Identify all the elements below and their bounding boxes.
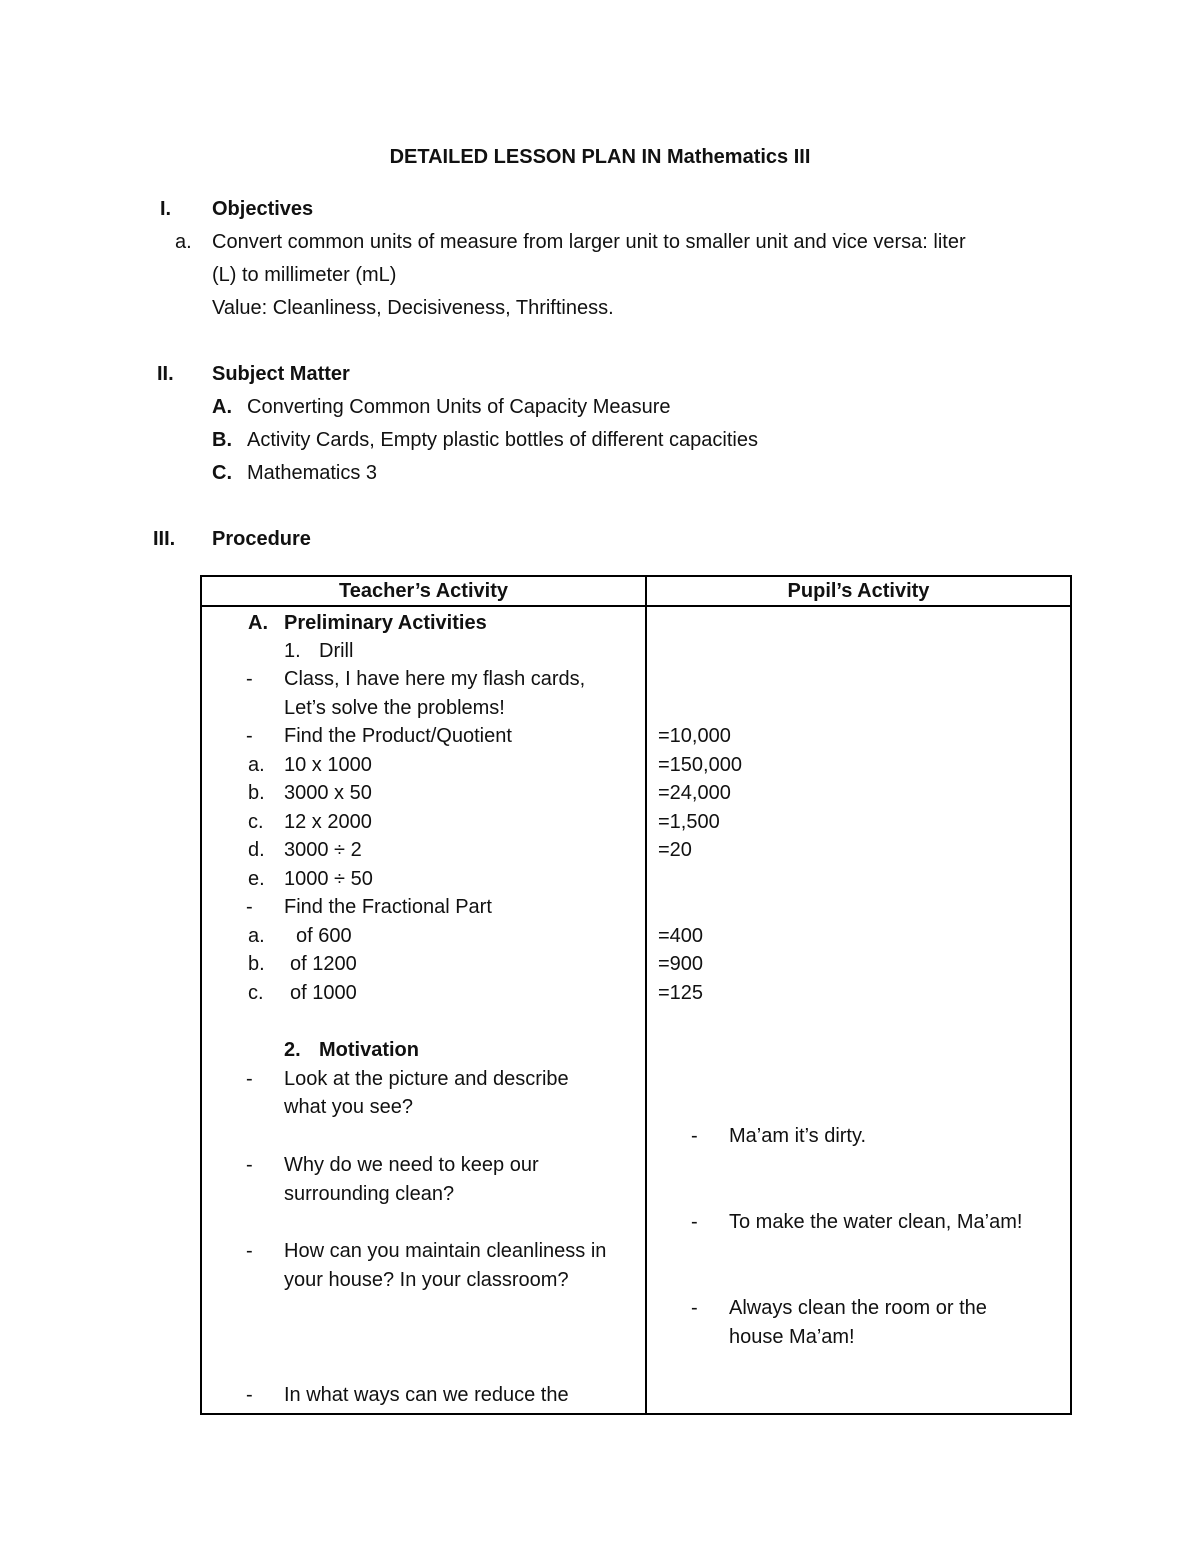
product-item: 3000 ÷ 2 bbox=[284, 839, 362, 861]
bullet-dash: - bbox=[246, 1240, 253, 1262]
subject-item-text: Converting Common Units of Capacity Measure bbox=[247, 396, 671, 418]
prelim-letter: A. bbox=[248, 612, 268, 634]
product-item: 1000 ÷ 50 bbox=[284, 868, 373, 890]
bullet-dash: - bbox=[246, 668, 253, 690]
product-item: 3000 x 50 bbox=[284, 782, 372, 804]
fraction-answer: =400 bbox=[658, 925, 704, 947]
answer: =24,000 bbox=[658, 782, 731, 804]
question-line: How can you maintain cleanliness in bbox=[284, 1240, 607, 1262]
fraction-item-letter: a. bbox=[248, 925, 265, 947]
fraction-item: of 1200 bbox=[290, 953, 357, 975]
section-heading-subject-matter: Subject Matter bbox=[212, 363, 350, 385]
fraction-item: of 600 bbox=[296, 925, 352, 947]
product-item-letter: d. bbox=[248, 839, 265, 861]
subject-item-text: Activity Cards, Empty plastic bottles of different capacities bbox=[247, 429, 758, 451]
bullet-dash: - bbox=[246, 1068, 253, 1090]
question-line: what you see? bbox=[284, 1096, 413, 1118]
question-line: surrounding clean? bbox=[284, 1183, 455, 1205]
procedure-table bbox=[200, 575, 1072, 1415]
question-line: your house? In your classroom? bbox=[284, 1269, 569, 1291]
question-line: Look at the picture and describe bbox=[284, 1068, 569, 1090]
motivation-number: 2. bbox=[284, 1039, 301, 1061]
section-numeral-objectives: I. bbox=[160, 198, 172, 220]
fraction-item-letter: b. bbox=[248, 953, 265, 975]
product-item: 12 x 2000 bbox=[284, 811, 372, 833]
question-line: Why do we need to keep our bbox=[284, 1154, 539, 1176]
pupil-activity-header: Pupil’s Activity bbox=[646, 576, 1071, 606]
bullet-dash: - bbox=[246, 1154, 253, 1176]
pupil-response: Always clean the room or the bbox=[729, 1297, 987, 1319]
pupil-response: To make the water clean, Ma’am! bbox=[729, 1211, 1023, 1233]
pupil-response: house Ma’am! bbox=[729, 1326, 855, 1348]
fraction-answer: =125 bbox=[658, 982, 704, 1004]
section-numeral-procedure: III. bbox=[153, 528, 176, 550]
answer: =10,000 bbox=[658, 725, 731, 747]
section-numeral-subject-matter: II. bbox=[157, 363, 174, 385]
subject-item-letter: A. bbox=[212, 396, 232, 418]
fraction-item: of 1000 bbox=[290, 982, 357, 1004]
objective-values: Value: Cleanliness, Decisiveness, Thriftiness. bbox=[212, 297, 614, 319]
product-item-letter: e. bbox=[248, 868, 265, 890]
prelim-title: Preliminary Activities bbox=[284, 612, 487, 634]
subject-item-letter: B. bbox=[212, 429, 232, 451]
pupil-response: Ma’am it’s dirty. bbox=[729, 1125, 867, 1147]
bullet-dash: - bbox=[691, 1211, 698, 1233]
find-fractional-part: Find the Fractional Part bbox=[284, 896, 492, 918]
flash-cards-line1: Class, I have here my flash cards, bbox=[284, 668, 586, 690]
question-line: In what ways can we reduce the bbox=[284, 1384, 569, 1406]
product-item: 10 x 1000 bbox=[284, 754, 372, 776]
drill-number: 1. bbox=[284, 640, 301, 662]
answer: =1,500 bbox=[658, 811, 720, 833]
bullet-dash: - bbox=[246, 1384, 253, 1406]
page-title: DETAILED LESSON PLAN IN Mathematics III bbox=[389, 146, 811, 168]
fraction-item-letter: c. bbox=[248, 982, 264, 1004]
bullet-dash: - bbox=[691, 1125, 698, 1147]
drill-title: Drill bbox=[319, 640, 354, 662]
subject-item-text: Mathematics 3 bbox=[247, 462, 378, 484]
section-heading-objectives: Objectives bbox=[212, 198, 314, 220]
bullet-dash: - bbox=[246, 725, 253, 747]
objective-item-line2: (L) to millimeter (mL) bbox=[212, 264, 397, 286]
flash-cards-line2: Let’s solve the problems! bbox=[284, 697, 505, 719]
product-item-letter: c. bbox=[248, 811, 264, 833]
objective-item-line1: Convert common units of measure from larger unit to smaller unit and vice versa: liter bbox=[212, 231, 966, 253]
answer: =150,000 bbox=[658, 754, 742, 776]
motivation-title: Motivation bbox=[319, 1039, 419, 1061]
product-item-letter: b. bbox=[248, 782, 265, 804]
find-product-quotient: Find the Product/Quotient bbox=[284, 725, 512, 747]
objective-item-letter: a. bbox=[175, 231, 192, 253]
pupil-activity-cell bbox=[646, 606, 1071, 1414]
table-row bbox=[201, 606, 1071, 1414]
fraction-answer: =900 bbox=[658, 953, 704, 975]
teacher-activity-cell bbox=[201, 606, 646, 1414]
bullet-dash: - bbox=[246, 896, 253, 918]
bullet-dash: - bbox=[691, 1297, 698, 1319]
table-header-row bbox=[201, 576, 1071, 606]
teacher-activity-header: Teacher’s Activity bbox=[201, 576, 646, 606]
subject-item-letter: C. bbox=[212, 462, 232, 484]
answer: =20 bbox=[658, 839, 692, 861]
product-item-letter: a. bbox=[248, 754, 265, 776]
section-heading-procedure: Procedure bbox=[212, 528, 311, 550]
